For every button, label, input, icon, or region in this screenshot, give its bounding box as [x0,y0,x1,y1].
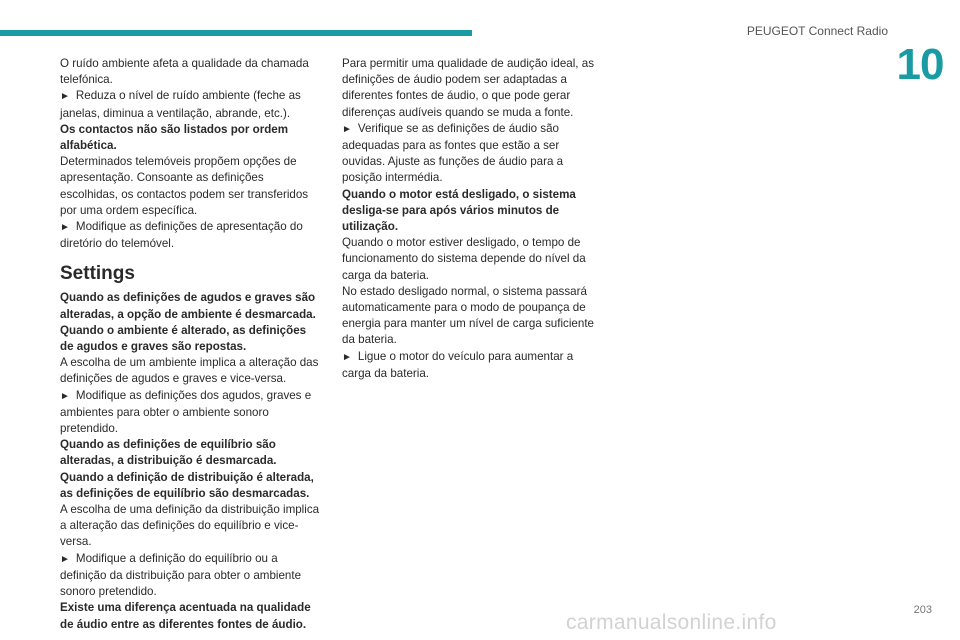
header-accent-bar [0,30,472,36]
section-title: PEUGEOT Connect Radio [746,24,888,38]
instruction-text: Modifique a definição do equilíbrio ou a definição da distribuição para obter o ambiente sonoro pretendido. [60,551,302,599]
problem-heading: Os contactos não são listados por ordem alfabética. [60,122,289,153]
instruction-text: Ligue o motor do veículo para aumentar a carga da bateria. [342,349,574,380]
problem-heading: Quando as definições de agudos e graves são alteradas, a opção de ambiente é desmarcada. [60,291,316,321]
bullet-arrow-icon: ► [342,351,352,363]
instruction-item [60,88,322,121]
instruction-text: Modifique as definições dos agudos, graves e ambientes para obter o ambiente sonoro pretendido. [60,388,312,436]
instruction-item [342,349,604,382]
instruction-text: Modifique as definições de apresentação do diretório do telemóvel. [60,220,303,251]
paragraph: O ruído ambiente afeta a qualidade da chamada telefónica. [60,57,309,87]
paragraph: Determinados telemóveis propõem opções de apresentação. Consoante as definições escolhidas, os contactos podem ser transferidos por uma ordem específica. [60,155,309,217]
bullet-arrow-icon: ► [342,123,352,135]
instruction-text: Verifique se as definições de áudio são adequadas para as fontes que estão a ser ouvidas. Ajuste as funções de áudio para a posição intermédia. [342,121,564,185]
paragraph: A escolha de um ambiente implica a alteração das definições de agudos e graves e vice-versa. [60,356,319,386]
problem-heading: Quando o motor está desligado, o sistema desliga-se para após vários minutos de utilização. [342,187,576,234]
watermark: carmanualsonline.info [566,611,777,634]
paragraph: A escolha de uma definição da distribuição implica a alteração das definições do equilíbrio e vice-versa. [60,503,320,549]
paragraph: Para permitir uma qualidade de audição ideal, as definições de áudio podem ser adaptadas a diferentes fontes de áudio, o que pode gerar diferenças audíveis quando se muda a fonte. [342,57,594,119]
problem-heading: Quando a definição de distribuição é alterada, as definições de equilíbrio são desmarcadas. [60,470,314,500]
paragraph: Quando o motor estiver desligado, o tempo de funcionamento do sistema depende do nível da carga da bateria. [342,236,586,282]
instruction-item [60,388,322,438]
instruction-item [60,551,322,601]
problem-heading: Quando o ambiente é alterado, as definições de agudos e graves são repostas. [60,323,307,354]
problem-heading: Existe uma diferença acentuada na qualidade de áudio entre as diferentes fontes de áudio. [60,601,311,631]
problem-heading: Quando as definições de equilíbrio são alteradas, a distribuição é desmarcada. [60,438,277,468]
right-column [342,56,604,382]
instruction-item [60,219,322,252]
bullet-arrow-icon: ► [60,91,70,103]
bullet-arrow-icon: ► [60,390,70,402]
paragraph: No estado desligado normal, o sistema passará automaticamente para o modo de poupança de energia para manter um nível de carga suficiente da bateria. [342,284,594,347]
section-heading-settings: Settings [60,263,135,285]
left-column [60,56,322,633]
bullet-arrow-icon: ► [60,222,70,234]
instruction-text: Reduza o nível de ruído ambiente (feche as janelas, diminua a ventilação, abrande, etc.). [60,89,301,120]
bullet-arrow-icon: ► [60,553,70,565]
instruction-item [342,121,604,187]
chapter-number: 10 [896,40,944,89]
page-number: 203 [913,604,932,616]
